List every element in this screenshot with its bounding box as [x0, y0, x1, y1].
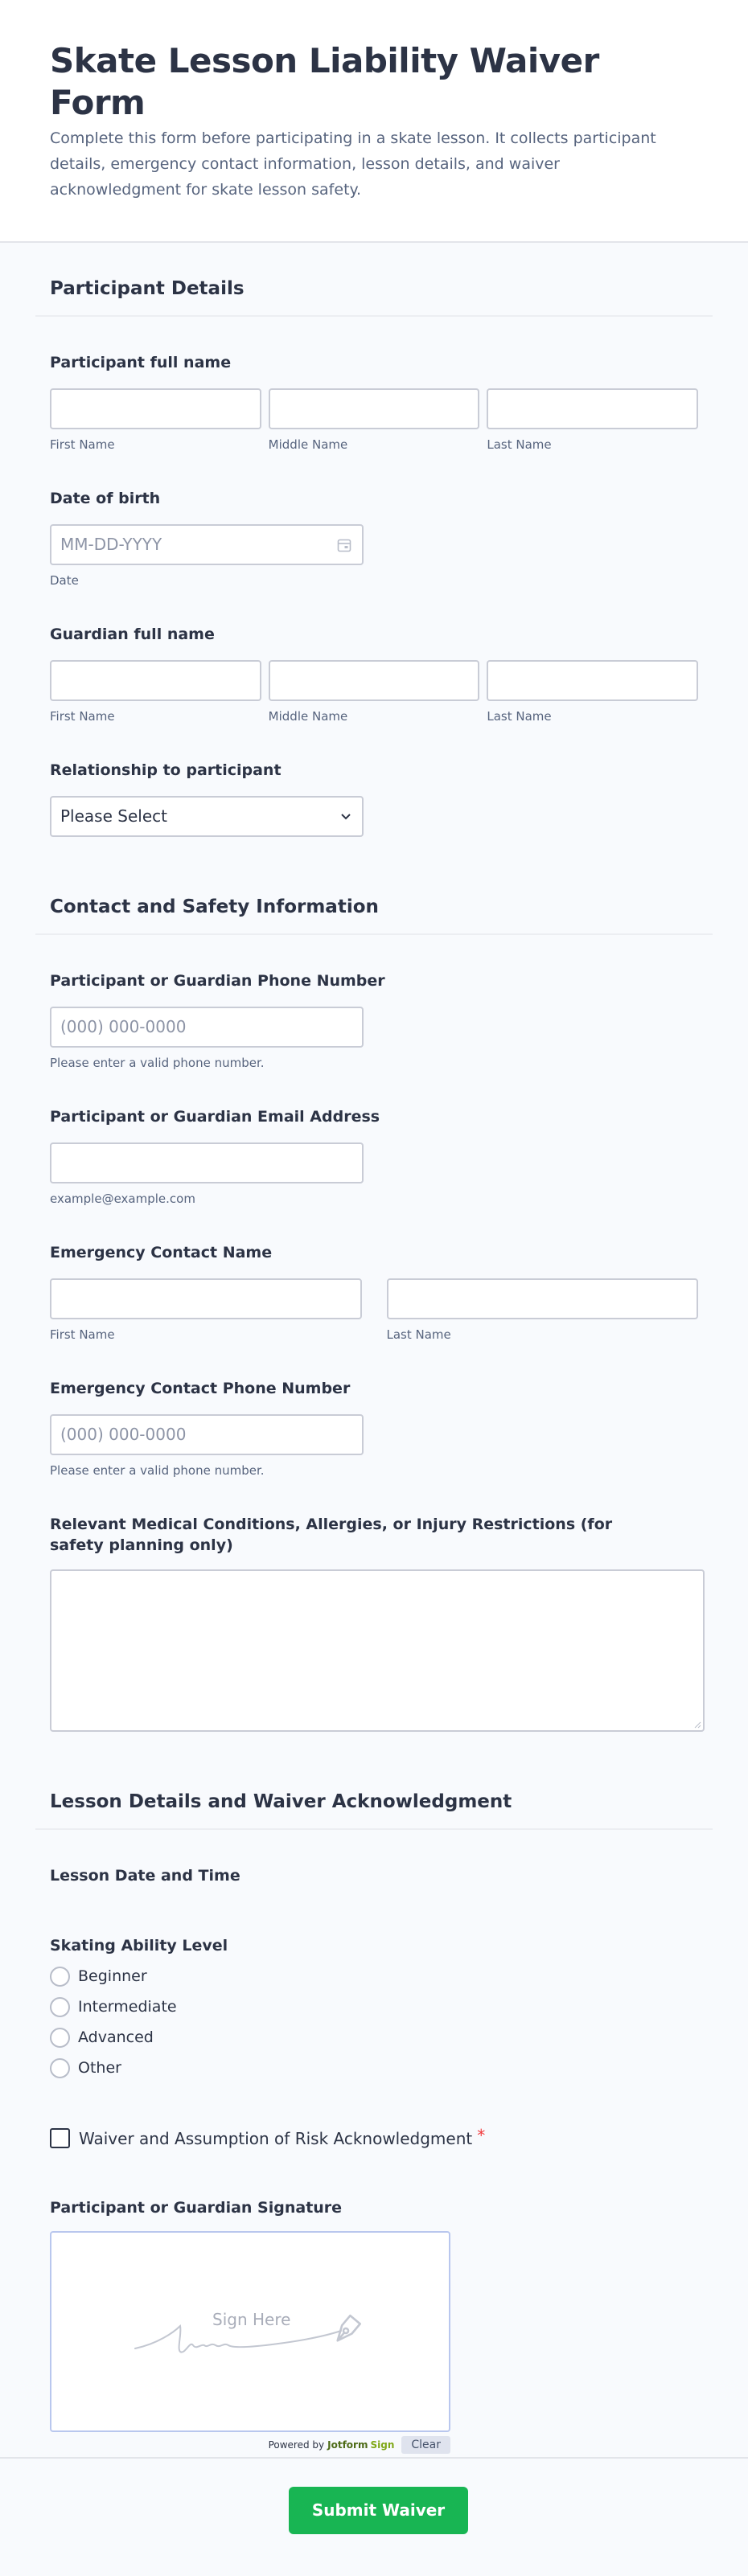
signature-pad[interactable]: [50, 2231, 450, 2432]
emergency-last-name-input[interactable]: [387, 1278, 699, 1319]
ability-option-label: Intermediate: [78, 1998, 177, 2016]
emergency-last-name-sublabel: Last Name: [386, 1327, 451, 1342]
email-field: [35, 1106, 713, 1206]
section-title-participant: Participant Details: [35, 243, 713, 317]
ability-option-advanced[interactable]: [50, 2022, 698, 2053]
medical-textarea[interactable]: [50, 1569, 705, 1732]
contact-section: [0, 861, 748, 1732]
guardian-name-field: [35, 624, 713, 724]
relationship-select[interactable]: [50, 796, 364, 837]
clear-signature-button[interactable]: Clear: [401, 2436, 450, 2454]
dob-input[interactable]: [50, 524, 364, 565]
participant-last-name-sublabel: Last Name: [487, 437, 552, 452]
ability-option-beginner[interactable]: [50, 1961, 698, 1991]
email-input[interactable]: [50, 1142, 364, 1183]
pen-nib-icon: [327, 2311, 365, 2350]
dob-placeholder: MM-DD-YYYY: [60, 535, 162, 554]
jotform-brand: Jotform: [327, 2439, 368, 2451]
phone-label: Participant or Guardian Phone Number: [50, 972, 385, 990]
waiver-label: Waiver and Assumption of Risk Acknowledgment: [79, 2128, 473, 2148]
signature-placeholder: Sign Here: [212, 2310, 291, 2329]
phone-placeholder: (000) 000-0000: [60, 1017, 187, 1036]
phone-sublabel: Please enter a valid phone number.: [50, 1056, 265, 1070]
guardian-last-name-input[interactable]: [487, 660, 698, 701]
email-label: Participant or Guardian Email Address: [50, 1108, 380, 1126]
dob-label: Date of birth: [50, 490, 161, 507]
ability-option-label: Advanced: [78, 2028, 154, 2046]
waiver-checkbox[interactable]: [50, 2128, 70, 2148]
section-title-lesson: Lesson Details and Waiver Acknowledgment: [35, 1756, 713, 1830]
lesson-datetime-label: Lesson Date and Time: [50, 1867, 240, 1885]
ability-label: Skating Ability Level: [50, 1937, 228, 1955]
ability-option-other[interactable]: [50, 2053, 698, 2083]
required-mark: *: [477, 2125, 486, 2145]
guardian-first-name-input[interactable]: [50, 660, 261, 701]
email-sublabel: example@example.com: [50, 1192, 195, 1206]
emergency-first-name-sublabel: First Name: [50, 1327, 115, 1342]
section-title-contact: Contact and Safety Information: [35, 861, 713, 935]
medical-field: [35, 1514, 713, 1732]
lesson-section: [0, 1756, 748, 2454]
signature-field: [35, 2197, 713, 2454]
radio-circle[interactable]: [50, 1997, 70, 2017]
sign-brand: Sign: [370, 2439, 395, 2451]
ability-option-label: Other: [78, 2059, 121, 2077]
powered-by-text: Powered by: [268, 2439, 325, 2451]
relationship-field: [35, 760, 713, 837]
submit-button[interactable]: Submit Waiver: [289, 2487, 468, 2534]
radio-circle[interactable]: [50, 2028, 70, 2048]
emergency-name-label: Emergency Contact Name: [50, 1244, 273, 1261]
guardian-middle-name-input[interactable]: [269, 660, 480, 701]
emergency-first-name-input[interactable]: [50, 1278, 362, 1319]
form-description: Complete this form before participating in a skate lesson. It collects participant details, emergency contact information, lesson details, and waiver acknowledgment for skate lesson safety.: [50, 129, 656, 199]
guardian-last-name-sublabel: Last Name: [487, 709, 552, 724]
participant-middle-name-sublabel: Middle Name: [268, 437, 348, 452]
participant-first-name-sublabel: First Name: [50, 437, 115, 452]
participant-last-name-input[interactable]: [487, 388, 698, 429]
emergency-name-field: [35, 1242, 713, 1342]
phone-input[interactable]: [50, 1007, 364, 1048]
ability-options: [50, 1961, 698, 2083]
participant-first-name-input[interactable]: [50, 388, 261, 429]
form-title: Skate Lesson Liability Waiver Form: [50, 41, 599, 122]
emergency-phone-label: Emergency Contact Phone Number: [50, 1380, 351, 1397]
participant-name-field: [35, 352, 713, 452]
lesson-datetime-field: [35, 1865, 713, 1886]
form-footer: [0, 2457, 748, 2576]
dob-sublabel: Date: [50, 573, 79, 588]
participant-section: [0, 243, 748, 837]
signature-footer: [50, 2436, 450, 2454]
radio-circle[interactable]: [50, 2058, 70, 2078]
radio-circle[interactable]: [50, 1967, 70, 1987]
emergency-phone-placeholder: (000) 000-0000: [60, 1425, 187, 1444]
chevron-down-icon: [339, 811, 352, 822]
dob-field: [35, 488, 713, 588]
relationship-label: Relationship to participant: [50, 761, 282, 779]
phone-field: [35, 970, 713, 1070]
medical-label: Relevant Medical Conditions, Allergies, or Injury Restrictions (for safety planning only): [50, 1516, 613, 1554]
resize-handle-icon[interactable]: [693, 1721, 701, 1729]
ability-option-label: Beginner: [78, 1967, 147, 1985]
calendar-icon[interactable]: [337, 538, 351, 552]
guardian-middle-name-sublabel: Middle Name: [268, 709, 348, 724]
guardian-name-label: Guardian full name: [50, 626, 215, 643]
guardian-first-name-sublabel: First Name: [50, 709, 115, 724]
emergency-phone-input[interactable]: [50, 1414, 364, 1455]
participant-middle-name-input[interactable]: [269, 388, 480, 429]
emergency-phone-field: [35, 1378, 713, 1478]
participant-name-label: Participant full name: [50, 354, 232, 371]
form-header: [0, 0, 748, 243]
signature-label: Participant or Guardian Signature: [50, 2199, 343, 2217]
ability-option-intermediate[interactable]: [50, 1991, 698, 2022]
ability-field: [35, 1935, 713, 2083]
waiver-field: [35, 2125, 713, 2148]
emergency-phone-sublabel: Please enter a valid phone number.: [50, 1463, 265, 1478]
relationship-selected-value: Please Select: [60, 806, 167, 826]
